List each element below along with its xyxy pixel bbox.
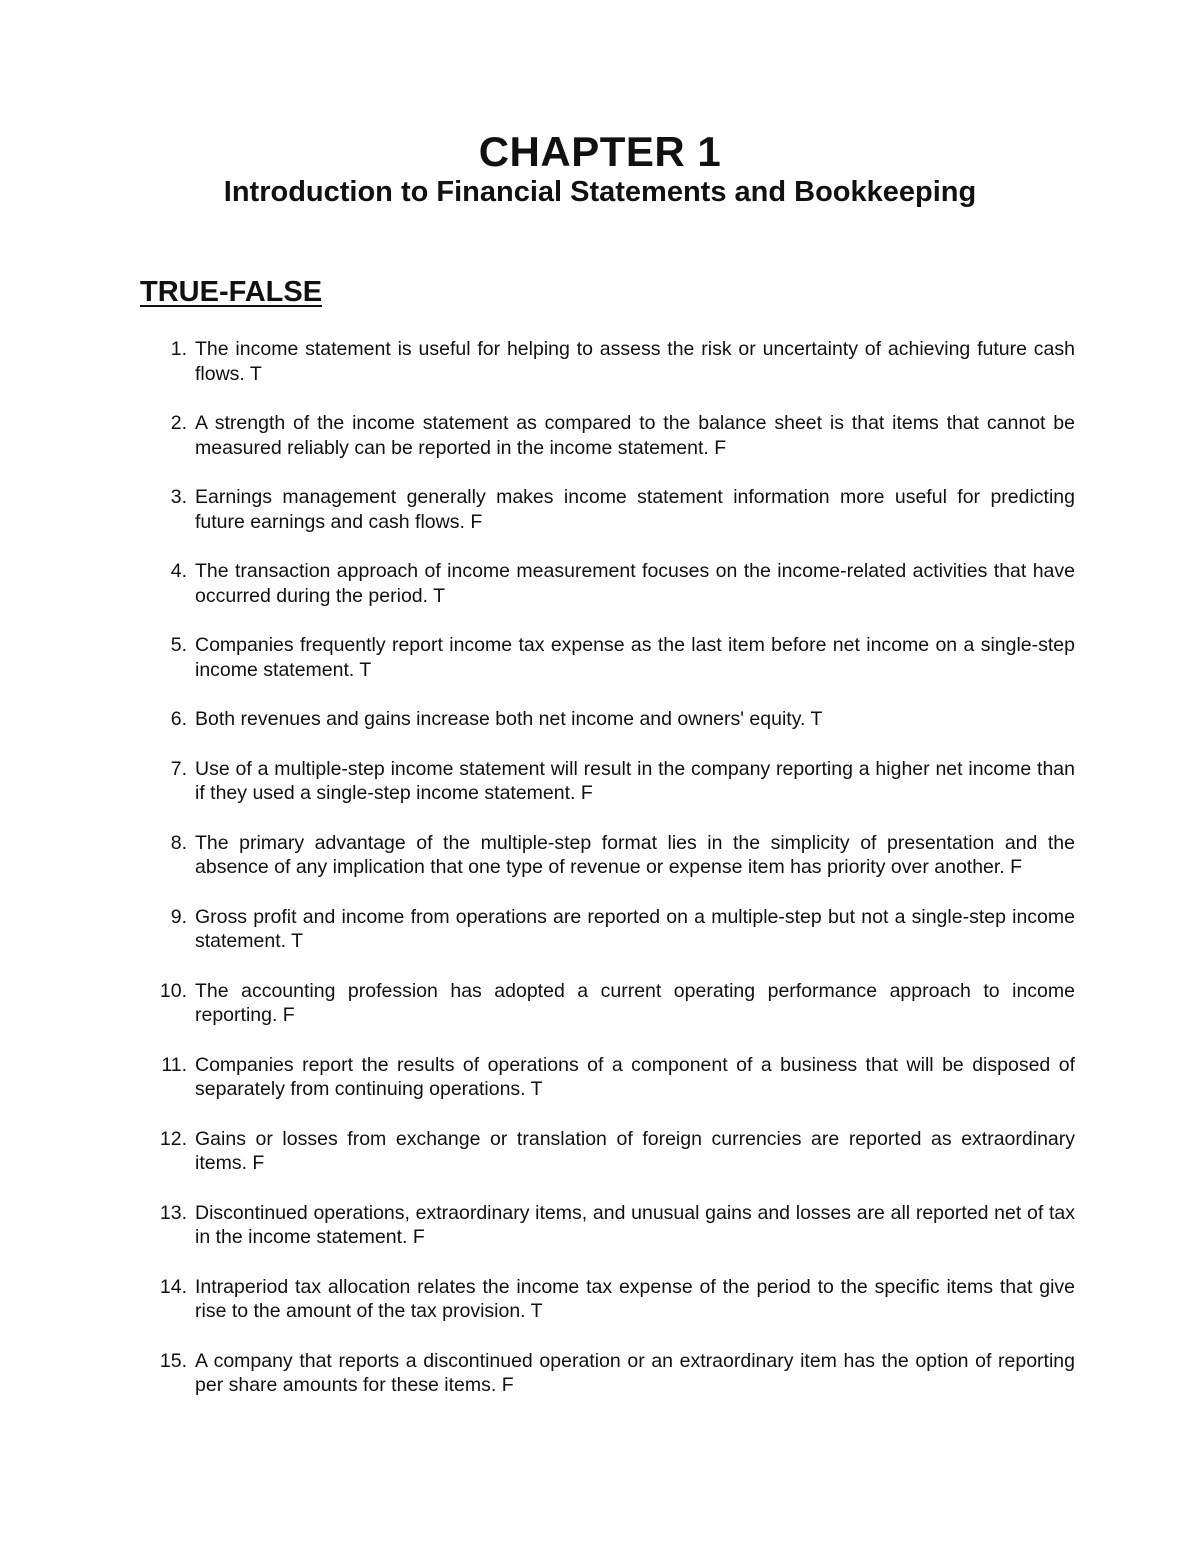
question-number: 2. [170, 412, 187, 434]
question-item [140, 411, 1075, 460]
question-number: 13. [159, 1201, 187, 1224]
question-item [140, 1053, 1075, 1102]
question-text: The income statement is useful for helping to assess the risk or uncertainty of achieving future cash flows. T [195, 338, 1075, 385]
question-item [140, 1349, 1075, 1398]
question-number: 11. [161, 1053, 187, 1076]
chapter-subtitle: Introduction to Financial Statements and Bookkeeping [223, 176, 977, 208]
question-number: 6. [170, 708, 187, 730]
question-number: 12. [159, 1127, 187, 1150]
question-text: Earnings management generally makes income statement information more useful for predicting future earnings and cash flows. F [195, 486, 1075, 533]
question-text: Gross profit and income from operations are reported on a multiple-step but not a single-step income statement. T [195, 905, 1075, 952]
question-item [140, 337, 1075, 386]
question-text: A company that reports a discontinued operation or an extraordinary item has the option of reporting per share amounts for these items. F [195, 1349, 1075, 1396]
question-text: The transaction approach of income measurement focuses on the income-related activities that have occurred during the period. T [195, 560, 1075, 607]
question-number: 3. [170, 486, 187, 508]
question-number: 7. [170, 757, 187, 780]
question-item [140, 633, 1075, 682]
question-text: Both revenues and gains increase both net income and owners' equity. T [195, 708, 823, 730]
question-text: A strength of the income statement as compared to the balance sheet is that items that cannot be measured reliably can be reported in the income statement. F [195, 412, 1075, 459]
question-number: 4. [170, 560, 187, 582]
question-number: 15. [159, 1349, 187, 1372]
question-item [140, 1275, 1075, 1324]
question-item [140, 485, 1075, 534]
question-number: 14. [159, 1275, 187, 1298]
question-text: Companies report the results of operations of a component of a business that will be disposed of separately from continuing operations. T [195, 1053, 1075, 1100]
question-number: 5. [170, 634, 187, 656]
chapter-title: CHAPTER 1 [478, 128, 722, 175]
question-number: 9. [170, 905, 187, 928]
question-item [140, 1201, 1075, 1250]
question-text: Use of a multiple-step income statement will result in the company reporting a higher net income than if they used a single-step income statement. F [195, 757, 1075, 804]
question-number: 1. [170, 338, 187, 360]
question-item [140, 757, 1075, 806]
question-text: Companies frequently report income tax expense as the last item before net income on a single-step income statement. T [195, 634, 1075, 681]
question-text: The accounting profession has adopted a current operating performance approach to income reporting. F [195, 979, 1075, 1026]
question-item [140, 559, 1075, 608]
question-item [140, 1127, 1075, 1176]
question-item [140, 707, 1075, 732]
question-list [140, 337, 1075, 1423]
question-item [140, 979, 1075, 1028]
question-item [140, 905, 1075, 954]
question-number: 8. [170, 831, 187, 854]
section-heading: TRUE-FALSE [140, 276, 323, 308]
question-text: Intraperiod tax allocation relates the income tax expense of the period to the specific items that give rise to the amount of the tax provision. T [195, 1275, 1075, 1322]
question-text: Gains or losses from exchange or translation of foreign currencies are reported as extraordinary items. F [195, 1127, 1075, 1174]
question-text: The primary advantage of the multiple-step format lies in the simplicity of presentation and the absence of any implication that one type of revenue or expense item has priority over another. F [195, 831, 1075, 878]
question-text: Discontinued operations, extraordinary items, and unusual gains and losses are all reported net of tax in the income statement. F [195, 1201, 1075, 1248]
question-number: 10. [159, 979, 187, 1002]
question-item [140, 831, 1075, 880]
